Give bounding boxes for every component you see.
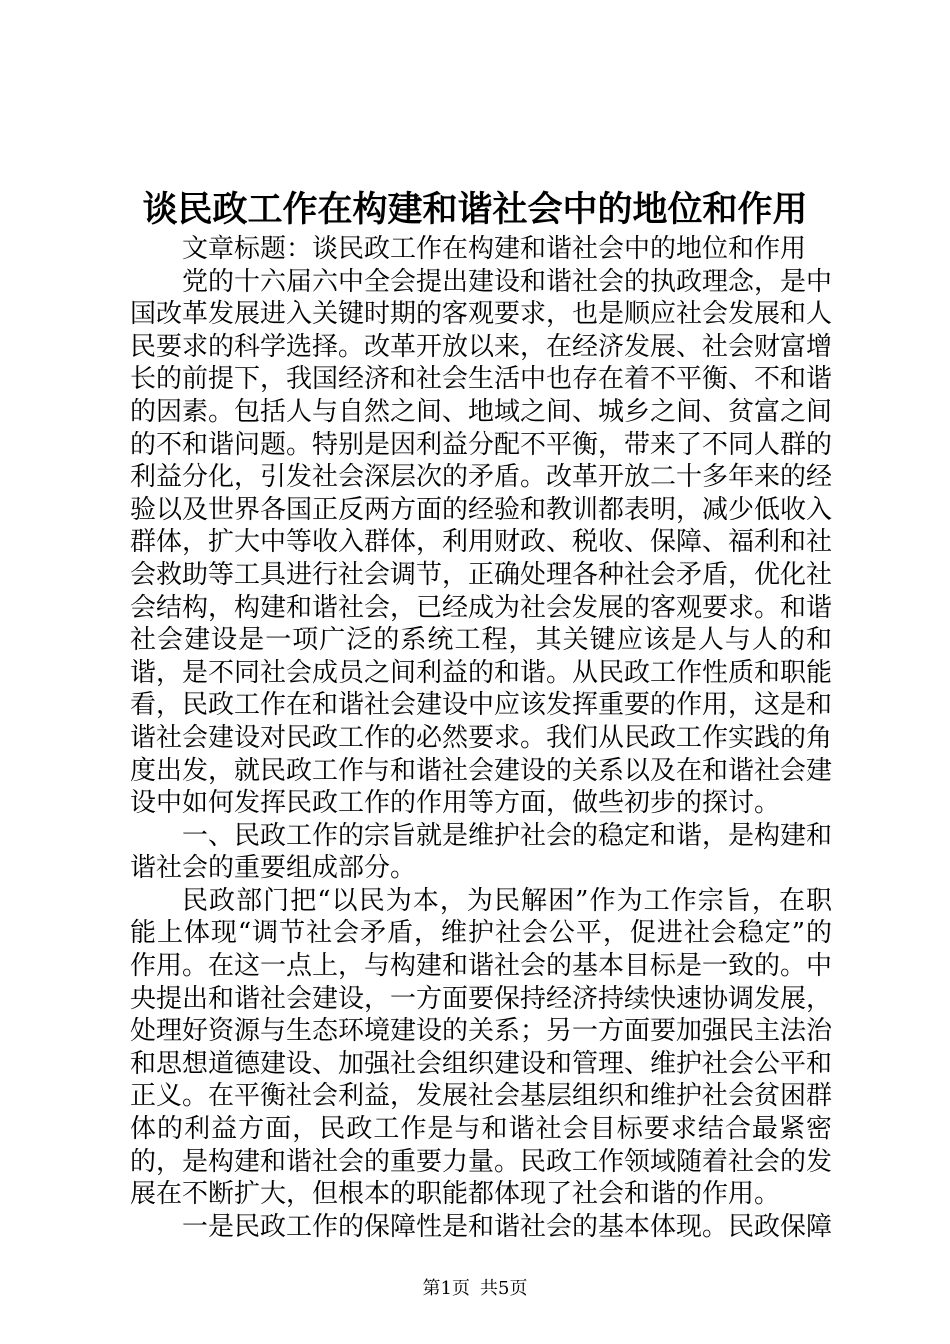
paragraph-mission: 民政部门把“以民为本，为民解困”作为工作宗旨，在职能上体现“调节社会矛盾，维护社会公平，促进社会稳定”的作用。在这一点上，与构建和谐社会的基本目标是一致的。中央提出和谐社会建设，一方面要保持经济持续快速协调发展，处理好资源与生态环境建设的关系；另一方面要加强民主法治和思想道德建设、加强社会组织建设和管理、维护社会公平和正义。在平衡社会利益，发展社会基层组织和维护社会贫困群体的利益方面，民政工作是与和谐社会目标要求结合最紧密的，是构建和谐社会的重要力量。民政工作领域随着社会的发展在不断扩大，但根本的职能都体现了社会和谐的作用。: [130, 885, 833, 1210]
article-title-line: 文章标题：谈民政工作在构建和谐社会中的地位和作用: [182, 234, 807, 264]
section-heading-one: 一、民政工作的宗旨就是维护社会的稳定和谐，是构建和谐社会的重要组成部分。: [130, 820, 833, 884]
paragraph-intro: 党的十六届六中全会提出建设和谐社会的执政理念，是中国改革发展进入关键时期的客观要求，也是顺应社会发展和人民要求的科学选择。改革开放以来，在经济发展、社会财富增长的前提下，我国经济和社会生活中也存在着不平衡、不和谐的因素。包括人与自然之间、地域之间、城乡之间、贫富之间的不和谐问题。特别是因利益分配不平衡，带来了不同人群的利益分化，引发社会深层次的矛盾。改革开放二十多年来的经验以及世界各国正反两方面的经验和教训都表明，减少低收入群体，扩大中等收入群体，利用财政、税收、保障、福利和社会救助等工具进行社会调节，正确处理各种社会矛盾，优化社会结构，构建和谐社会，已经成为社会发展的客观要求。和谐社会建设是一项广泛的系统工程，其关键应该是人与人的和谐，是不同社会成员之间利益的和谐。从民政工作性质和职能看，民政工作在和谐社会建设中应该发挥重要的作用，这是和谐社会建设对民政工作的必然要求。我们从民政工作实践的角度出发，就民政工作与和谐社会建设的关系以及在和谐社会建设中如何发挥民政工作的作用等方面，做些初步的探讨。: [130, 266, 833, 819]
document-title: 谈民政工作在构建和谐社会中的地位和作用: [142, 189, 808, 230]
document-body: [130, 233, 832, 1243]
page-number: 第1页: [422, 1278, 470, 1299]
page-footer: [0, 1277, 950, 1301]
paragraph-point-one: 一是民政工作的保障性是和谐社会的基本体现。民政保障: [182, 1211, 833, 1242]
page-total: 共5页: [480, 1278, 528, 1299]
